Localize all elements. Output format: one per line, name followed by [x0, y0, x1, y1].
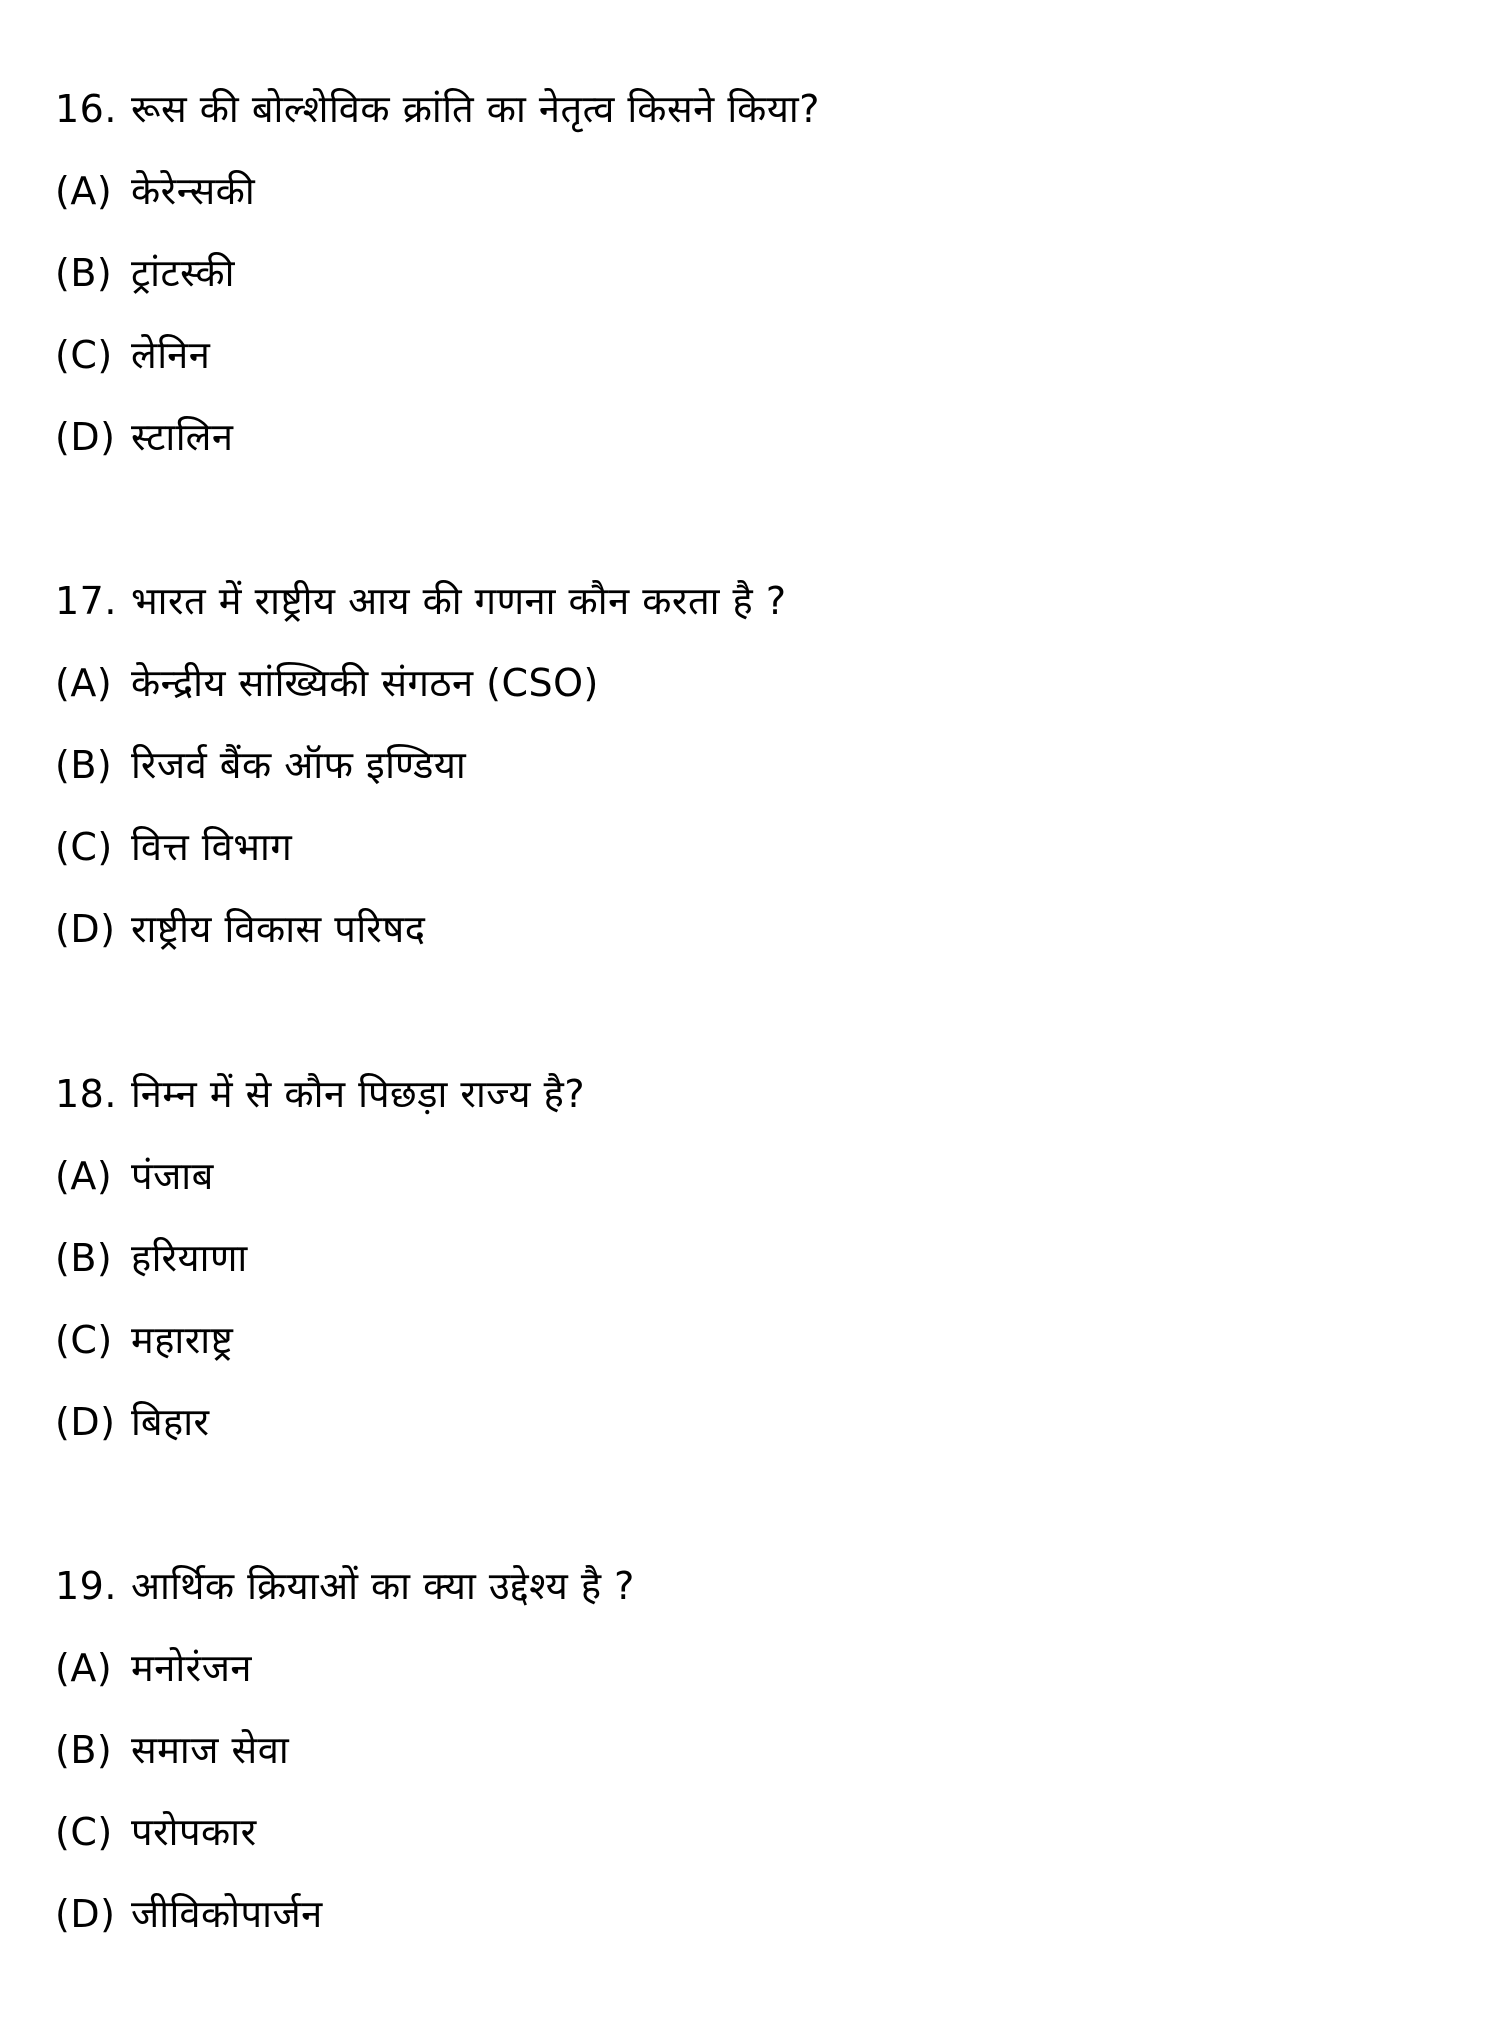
question-text: आर्थिक क्रियाओं का क्या उद्देश्य है ?	[130, 1564, 635, 1608]
question-18	[55, 1053, 1455, 1463]
option-text: समाज सेवा	[131, 1728, 290, 1772]
option-label: (B)	[55, 1728, 113, 1772]
option-label: (D)	[55, 907, 116, 951]
option-label: (C)	[55, 1810, 113, 1854]
option-a	[55, 1135, 1455, 1217]
option-text: जीविकोपार्जन	[131, 1892, 323, 1936]
option-d	[55, 1381, 1455, 1463]
option-b	[55, 1709, 1455, 1791]
option-b	[55, 232, 1455, 314]
question-19	[55, 1545, 1455, 1955]
option-text: हरियाणा	[131, 1236, 248, 1280]
option-c	[55, 806, 1455, 888]
option-label: (B)	[55, 1236, 113, 1280]
option-label: (D)	[55, 1892, 116, 1936]
option-a	[55, 1627, 1455, 1709]
option-label: (A)	[55, 1154, 113, 1198]
option-label: (C)	[55, 1318, 113, 1362]
option-text: लेनिन	[131, 333, 211, 377]
question-text: निम्न में से कौन पिछड़ा राज्य है?	[130, 1072, 586, 1116]
option-text: मनोरंजन	[131, 1646, 252, 1690]
option-label: (A)	[55, 661, 113, 705]
option-text: स्टालिन	[131, 415, 234, 459]
option-c	[55, 1299, 1455, 1381]
option-text: परोपकार	[131, 1810, 257, 1854]
option-text: महाराष्ट्र	[131, 1318, 234, 1362]
option-text: पंजाब	[131, 1154, 214, 1198]
question-number: 16.	[55, 87, 117, 131]
option-text: वित्त विभाग	[131, 825, 293, 869]
option-label: (A)	[55, 1646, 113, 1690]
option-c	[55, 314, 1455, 396]
question-line	[55, 1053, 1455, 1135]
option-b	[55, 1217, 1455, 1299]
option-text: राष्ट्रीय विकास परिषद	[131, 907, 426, 951]
option-text: ट्रांटस्की	[131, 251, 235, 295]
option-d	[55, 396, 1455, 478]
option-d	[55, 888, 1455, 970]
option-a	[55, 150, 1455, 232]
option-text: केरेन्सकी	[131, 169, 256, 213]
option-text: रिजर्व बैंक ऑफ इण्डिया	[131, 743, 467, 787]
option-text: केन्द्रीय सांख्यिकी संगठन (CSO)	[131, 661, 599, 705]
option-label: (A)	[55, 169, 113, 213]
option-a	[55, 642, 1455, 724]
question-16	[55, 68, 1455, 478]
option-c	[55, 1791, 1455, 1873]
option-text: बिहार	[131, 1400, 210, 1444]
question-text: रूस की बोल्शेविक क्रांति का नेतृत्व किसने किया?	[130, 87, 820, 131]
question-17	[55, 560, 1455, 970]
question-number: 19.	[55, 1564, 117, 1608]
option-d	[55, 1873, 1455, 1955]
option-label: (D)	[55, 1400, 116, 1444]
question-number: 17.	[55, 579, 117, 623]
option-label: (B)	[55, 743, 113, 787]
option-b	[55, 724, 1455, 806]
option-label: (B)	[55, 251, 113, 295]
option-label: (C)	[55, 825, 113, 869]
question-line	[55, 68, 1455, 150]
question-line	[55, 1545, 1455, 1627]
question-number: 18.	[55, 1072, 117, 1116]
option-label: (D)	[55, 415, 116, 459]
question-line	[55, 560, 1455, 642]
option-label: (C)	[55, 333, 113, 377]
question-text: भारत में राष्ट्रीय आय की गणना कौन करता है ?	[130, 579, 787, 623]
